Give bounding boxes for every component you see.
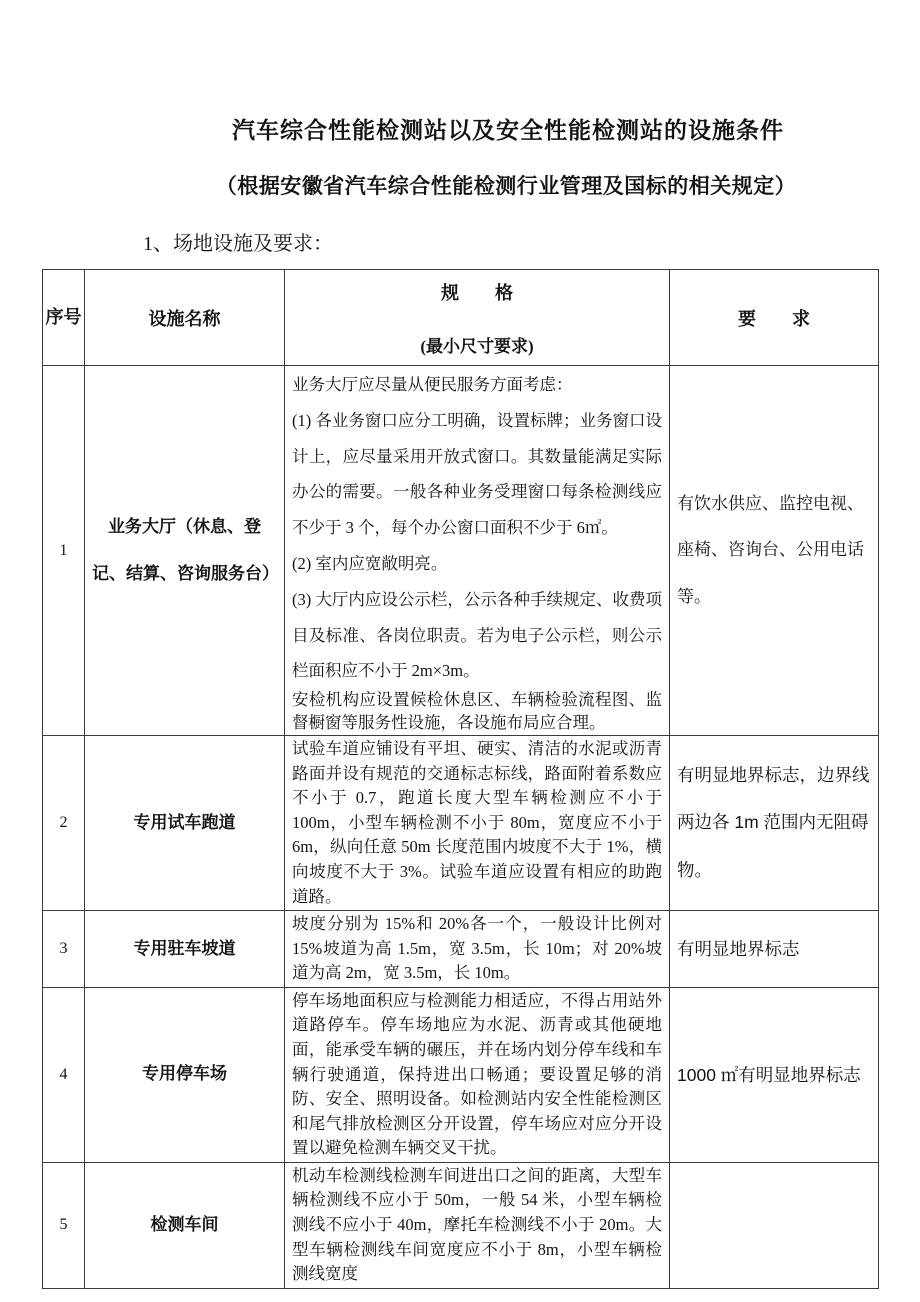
header-specification-label: 规 格 (441, 282, 513, 303)
header-requirement-label: 要 求 (738, 308, 810, 329)
requirement-cell: 有明显地界标志，边界线两边各 1m 范围内无阻碍物。 (670, 736, 879, 911)
serial-cell: 5 (43, 1162, 85, 1288)
specification-cell: 停车场地面积应与检测能力相适应，不得占用站外道路停车。停车场地应为水泥、沥青或其他硬地面，能承受车辆的碾压，并在场内划分停车线和车辆行驶通道，保持进出口畅通；要设置足够的消防、安全、照明设备。如检测站内安全性能检测区和尾气排放检测区分开设置，停车场应对应分开设置以避免检测车辆交叉干扰。 (285, 987, 670, 1162)
document-title: 汽车综合性能检测站以及安全性能检测站的设施条件 (232, 118, 784, 143)
facility-name-cell: 专用停车场 (85, 987, 285, 1162)
table-row (43, 366, 879, 736)
table-row (43, 1162, 879, 1288)
header-requirement (670, 270, 879, 366)
header-serial-number-label: 序号 (45, 306, 82, 327)
section-heading: 1、场地设施及要求： (143, 233, 333, 255)
header-specification-sublabel: (最小尺寸要求) (420, 336, 534, 356)
spec-item-3: (3) 大厅内应设公示栏，公示各种手续规定、收费项目及标准、各岗位职责。若为电子公示栏，则公示栏面积应不小于 2m×3m。 (292, 589, 662, 681)
specification-cell: 坡度分别为 15%和 20%各一个，一般设计比例对 15%坡道为高 1.5m，宽 3.5m，长 10m；对 20%坡道为高 2m，宽 3.5m，长 10m。 (285, 911, 670, 988)
document-subtitle: （根据安徽省汽车综合性能检测行业管理及国标的相关规定） (215, 174, 797, 198)
table-header-row (43, 270, 879, 366)
table-row (43, 987, 879, 1162)
header-facility-name (85, 270, 285, 366)
spec-intro: 业务大厅应尽量从便民服务方面考虑： (292, 375, 573, 394)
requirement-cell: 有明显地界标志 (670, 911, 879, 988)
spec-item-2: (2) 室内应宽敞明亮。 (292, 553, 448, 573)
facility-requirements-table (42, 269, 879, 1289)
facility-name-cell: 业务大厅（休息、登记、结算、咨询服务台） (85, 366, 285, 736)
header-serial-number (43, 270, 85, 366)
serial-cell: 1 (43, 366, 85, 736)
specification-cell (285, 366, 670, 736)
facility-name-cell: 专用试车跑道 (85, 736, 285, 911)
spec-note: 安检机构应设置候检休息区、车辆检验流程图、监督橱窗等服务性设施，各设施布局应合理。 (292, 690, 662, 732)
serial-cell: 3 (43, 911, 85, 988)
requirement-cell (670, 1162, 879, 1288)
header-specification (285, 270, 670, 366)
requirement-cell: 1000 ㎡有明显地界标志 (670, 987, 879, 1162)
table-row (43, 911, 879, 988)
spec-item-1: (1) 各业务窗口应分工明确，设置标牌；业务窗口设计上，应尽量采用开放式窗口。其数量能满足实际办公的需要。一般各种业务受理窗口每条检测线应不少于 3 个，每个办公窗口面积不少于 6㎡。 (292, 410, 662, 538)
table-row (43, 736, 879, 911)
specification-cell: 机动车检测线检测车间进出口之间的距离，大型车辆检测线不应小于 50m，一般 54 米，小型车辆检测线不应小于 40m，摩托车检测线不小于 20m。大型车辆检测线车间宽度应不小于 8m，小型车辆检测线宽度 (285, 1162, 670, 1288)
header-facility-name-label: 设施名称 (148, 308, 221, 329)
serial-cell: 2 (43, 736, 85, 911)
serial-cell: 4 (43, 987, 85, 1162)
facility-name-cell: 专用驻车坡道 (85, 911, 285, 988)
requirement-cell: 有饮水供应、监控电视、座椅、咨询台、公用电话等。 (670, 366, 879, 736)
facility-name-cell: 检测车间 (85, 1162, 285, 1288)
specification-cell: 试验车道应铺设有平坦、硬实、清洁的水泥或沥青路面并设有规范的交通标志标线，路面附着系数应不小于 0.7，跑道长度大型车辆检测应不小于 100m，小型车辆检测不小于 80m，宽度应不小于 6m，纵向任意 50m 长度范围内坡度不大于 1%，横向坡度不大于 3%。试验车道应设置有相应的助跑道路。 (285, 736, 670, 911)
